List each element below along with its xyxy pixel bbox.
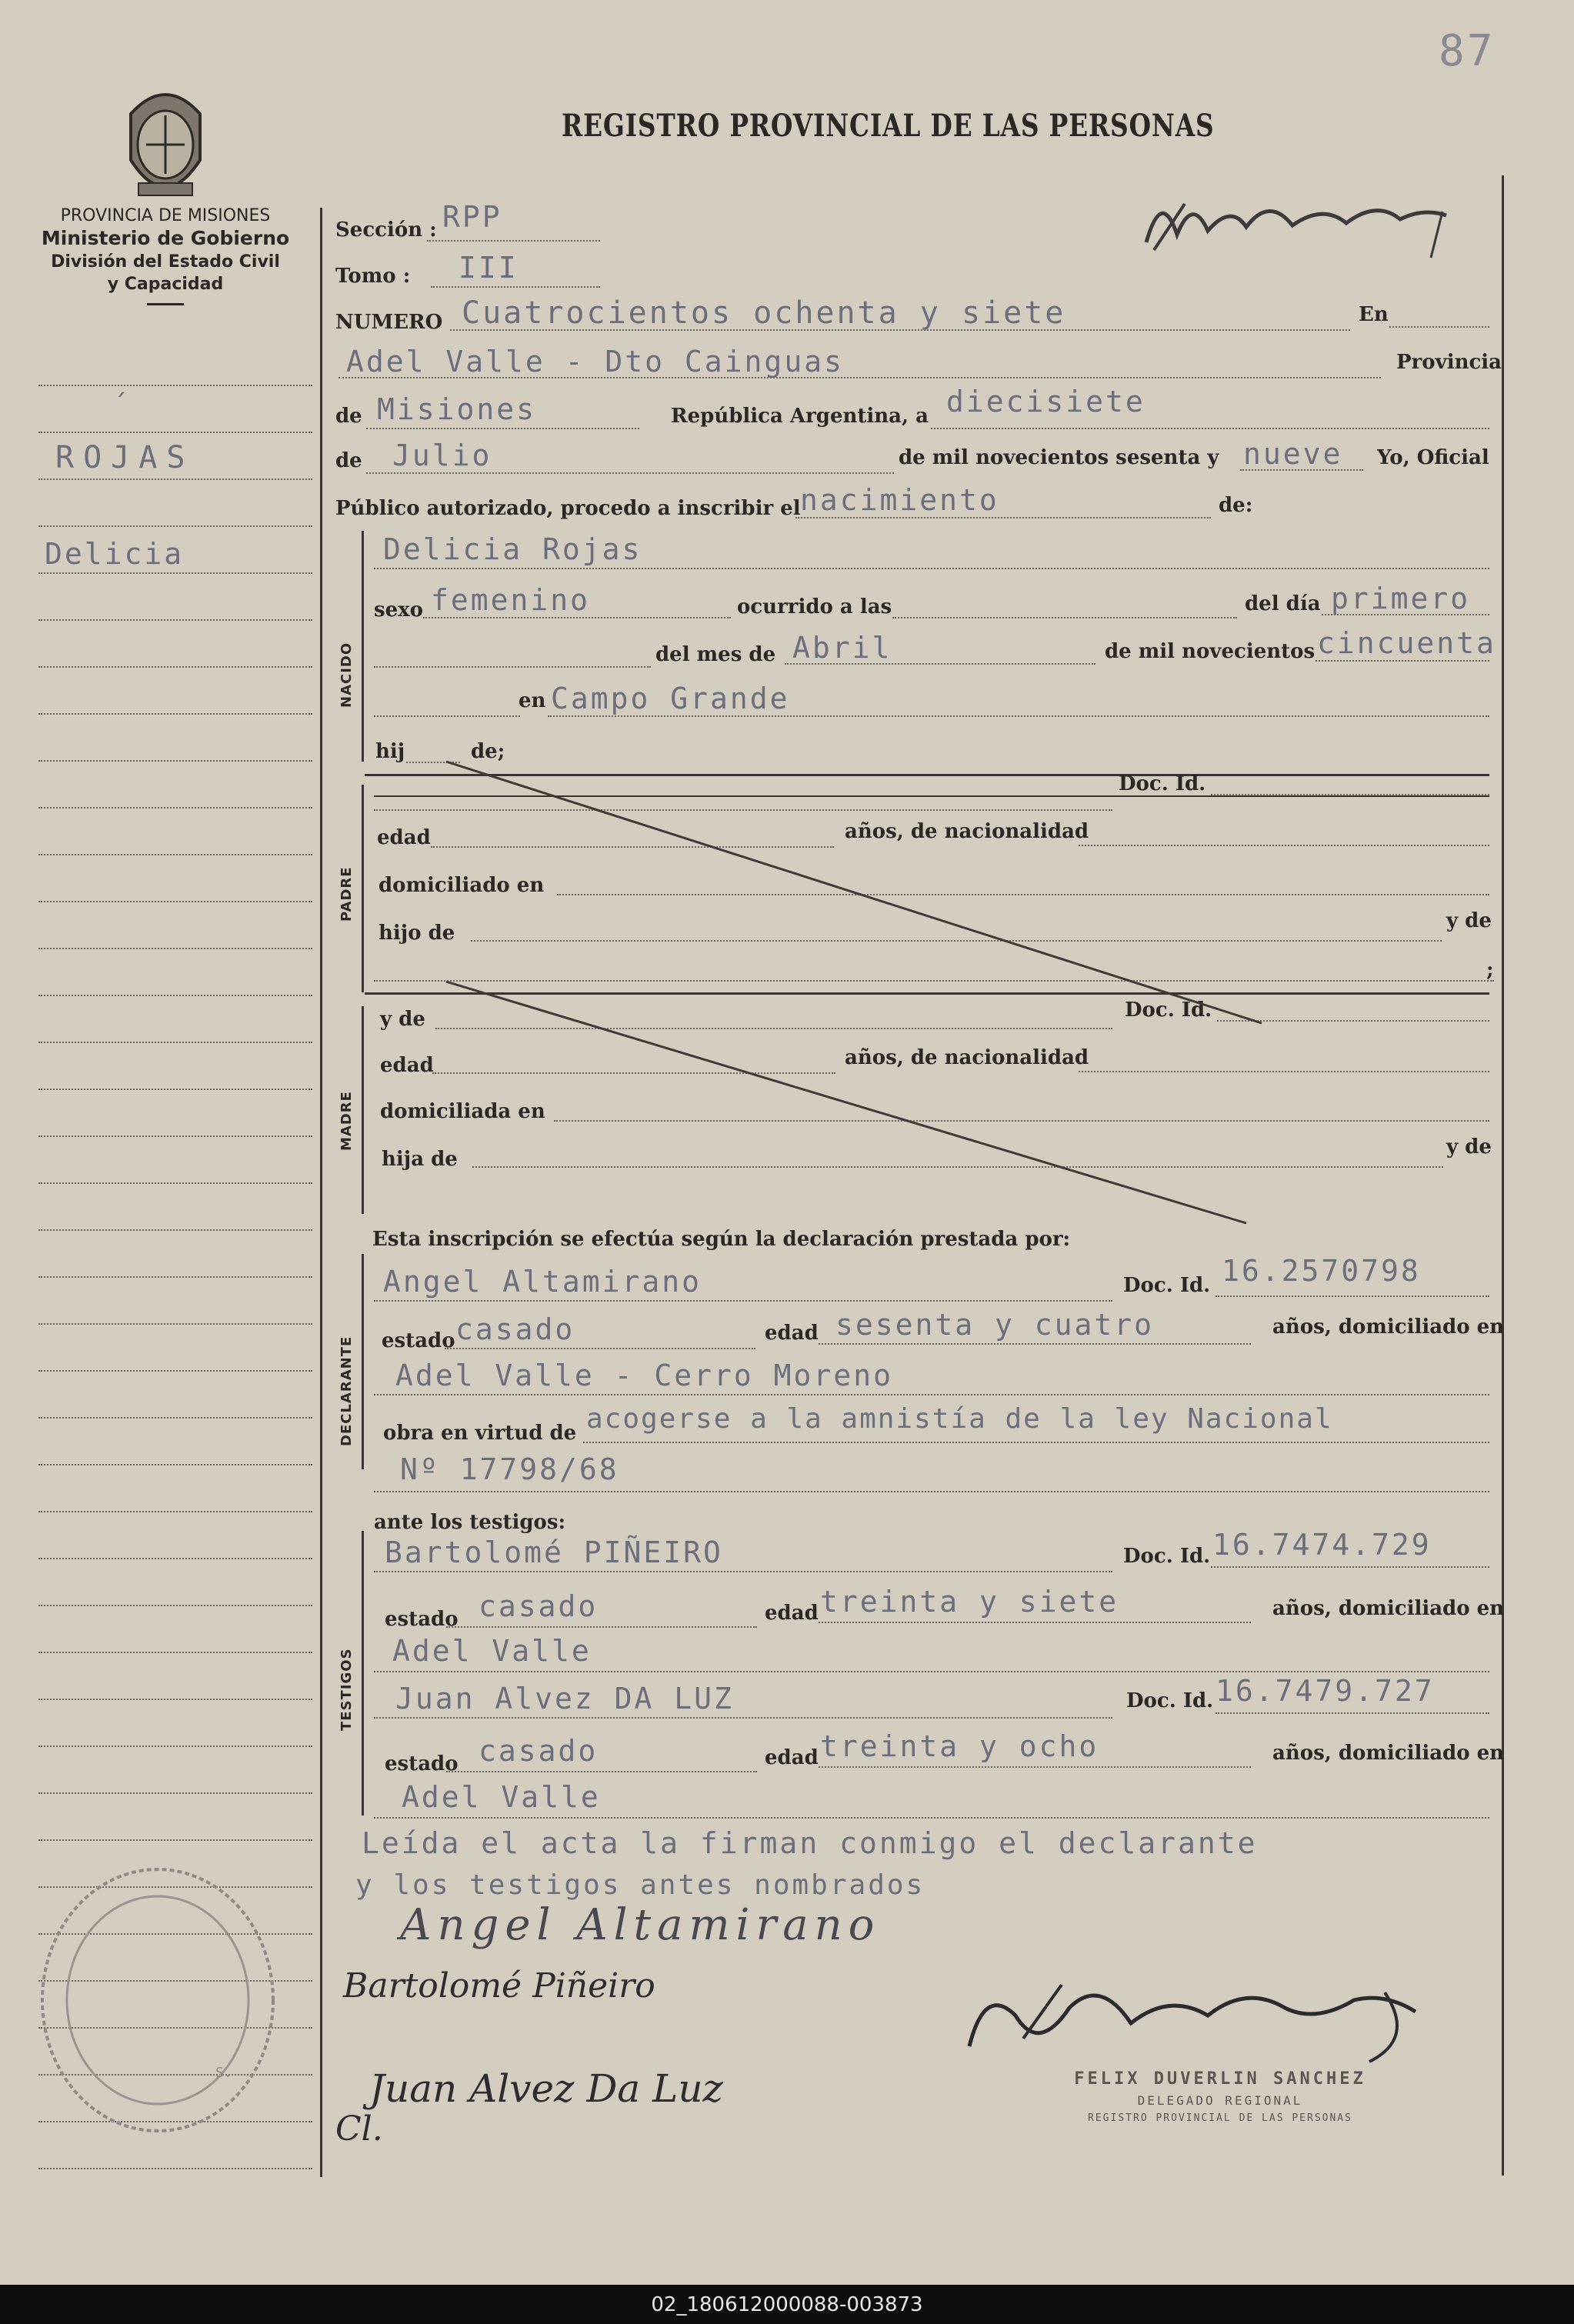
testigo1-anios-label: años, domiciliado en [1272,1597,1505,1620]
yo-oficial-label: Yo, Oficial [1377,446,1489,469]
madre-hija-label: hija de [382,1148,458,1171]
en-nac-label: en [519,689,546,712]
testigo2-edad: treinta y ocho [820,1729,1099,1763]
testigo2-domicilio: Adel Valle [402,1780,601,1814]
padre-y-de-label: y de [1446,909,1492,932]
obra-label: obra en virtud de [383,1422,577,1445]
declarante-nombre: Angel Altamirano [383,1265,702,1299]
margin-mark: ´ [112,389,131,420]
lugar-nac-value: Campo Grande [551,682,790,715]
acto-value: nacimiento [800,483,999,517]
official-stamp [1020,2069,1420,2124]
padre-doc-label: Doc. Id. [1119,772,1206,795]
page-number: 87 [1439,26,1496,76]
testigo1-domicilio: Adel Valle [392,1634,592,1668]
sexo-label: sexo [374,599,424,622]
section-declarante: DECLARANTE [338,1335,355,1446]
en-label: En [1359,303,1389,326]
numero-value: Cuatrocientos ochenta y siete [462,295,1066,331]
cierre-linea-1: Leída el acta la firman conmigo el declarante [362,1826,1258,1860]
padre-nac-label: años, de nacionalidad [845,820,1089,843]
authority-division: División del Estado Civil [51,252,280,272]
padre-edad-label: edad [377,826,431,849]
testigo2-estado: casado [479,1734,599,1768]
official-name: FELIX DUVERLIN SANCHEZ [1074,2069,1366,2089]
madre-doc-label: Doc. Id. [1125,999,1212,1022]
testigo1-doc-label: Doc. Id. [1123,1545,1211,1568]
anio-value: nueve [1243,437,1343,471]
cierre-linea-2: y los testigos antes nombrados [355,1869,925,1901]
madre-nac-label: años, de nacionalidad [845,1046,1089,1069]
mil-novecientos-label: de mil novecientos [1105,640,1316,663]
republica-label: República Argentina, a [671,405,929,428]
signature-declarante: Angel Altamirano [400,1900,881,1950]
testigos-label: ante los testigos: [374,1511,566,1534]
mil-sesenta-label: de mil novecientos sesenta y [899,446,1219,469]
ocurrido-label: ocurrido a las [737,595,892,619]
hij-label: hij [375,740,405,763]
declarante-edad-label: edad [765,1322,819,1345]
testigo2-nombre: Juan Alvez DA LUZ [395,1682,734,1715]
padre-semicolon: ; [1486,959,1494,982]
testigo1-doc: 16.7474.729 [1212,1528,1432,1562]
testigo2-doc-label: Doc. Id. [1126,1689,1214,1712]
tomo-label: Tomo : [335,265,411,288]
madre-y-de-2-label: y de [1446,1135,1492,1159]
madre-edad-label: edad [380,1054,434,1077]
del-dia-label: del día [1245,592,1321,615]
official-office: REGISTRO PROVINCIAL DE LAS PERSONAS [1088,2112,1352,2124]
authority-ministry: Ministerio de Gobierno [41,227,290,249]
declarante-doc: 16.2570798 [1222,1254,1421,1288]
testigo1-edad-label: edad [765,1602,819,1625]
page-title: REGISTRO PROVINCIAL DE LAS PERSONAS [562,108,1215,144]
round-seal-icon [23,1854,292,2146]
madre-domicilio-label: domiciliada en [380,1100,545,1123]
initials-mark: Cl. [335,2109,383,2149]
testigo1-estado: casado [479,1589,599,1623]
authority-capacity: y Capacidad [107,275,224,294]
official-title: DELEGADO REGIONAL [1137,2093,1303,2108]
signature-testigo-2: Juan Alvez Da Luz [369,2066,723,2111]
official-signature-icon [954,1969,1446,2069]
tomo-value: III [459,251,519,285]
declarante-doc-label: Doc. Id. [1123,1274,1211,1297]
declaracion-label: Esta inscripción se efectúa según la declaración prestada por: [372,1228,1071,1251]
declarante-edad: sesenta y cuatro [835,1308,1155,1342]
mes-nac-value: Abril [792,631,892,665]
margin-given-name: Delicia [45,537,185,571]
publico-label: Público autorizado, procedo a inscribir el [335,497,801,520]
anio-nac-value: cincuenta [1317,626,1496,660]
margin-surname: ROJAS [55,440,195,475]
mes-value: Julio [392,438,492,472]
del-mes-label: del mes de [655,643,776,666]
section-nacido: NACIDO [338,642,355,708]
testigo1-nombre: Bartolomé PIÑEIRO [385,1535,723,1569]
testigo2-edad-label: edad [765,1746,819,1769]
de-colon-label: de: [1219,494,1253,517]
provincia-label: Provincia [1396,351,1502,374]
seccion-value: RPP [442,200,502,234]
provincia-value: Misiones [377,392,537,426]
numero-label: NUMERO [335,311,443,334]
testigo2-doc: 16.7479.727 [1216,1674,1435,1708]
testigo2-anios-label: años, domiciliado en [1272,1742,1505,1765]
ley-value: Nº 17798/68 [400,1452,619,1486]
declarante-anios-label: años, domiciliado en [1272,1315,1505,1339]
sexo-value: femenino [431,583,591,617]
nombre-value: Delicia Rojas [383,532,642,566]
signature-testigo-1: Bartolomé Piñeiro [343,1966,655,2006]
authority-province: PROVINCIA DE MISIONES [60,206,271,225]
padre-domicilio-label: domiciliado en [378,874,545,897]
declarante-estado: casado [455,1312,575,1346]
testigo1-estado-label: estado [385,1608,459,1631]
section-padre: PADRE [338,866,355,922]
testigo2-estado-label: estado [385,1752,459,1776]
dia-nac-value: primero [1331,582,1471,615]
file-identifier: 02_180612000088-003873 [0,2285,1574,2324]
obra-value: acogerse a la amnistía de la ley Nacional [586,1403,1333,1435]
testigo1-edad: treinta y siete [820,1585,1119,1619]
seccion-label: Sección : [335,218,437,242]
de-label-2: de [335,449,362,472]
declarante-estado-label: estado [382,1329,455,1352]
de-semicolon-label: de; [471,740,505,763]
section-testigos: TESTIGOS [338,1648,355,1731]
de-label-1: de [335,405,362,428]
section-madre: MADRE [338,1091,355,1151]
lugar-value: Adel Valle - Dto Cainguas [346,345,844,378]
dia-value: diecisiete [946,385,1145,418]
padre-hijo-label: hijo de [378,922,455,945]
madre-y-de-label: y de [380,1008,425,1031]
svg-text:S.: S. [215,2065,232,2081]
declarante-domicilio: Adel Valle - Cerro Moreno [395,1359,893,1392]
